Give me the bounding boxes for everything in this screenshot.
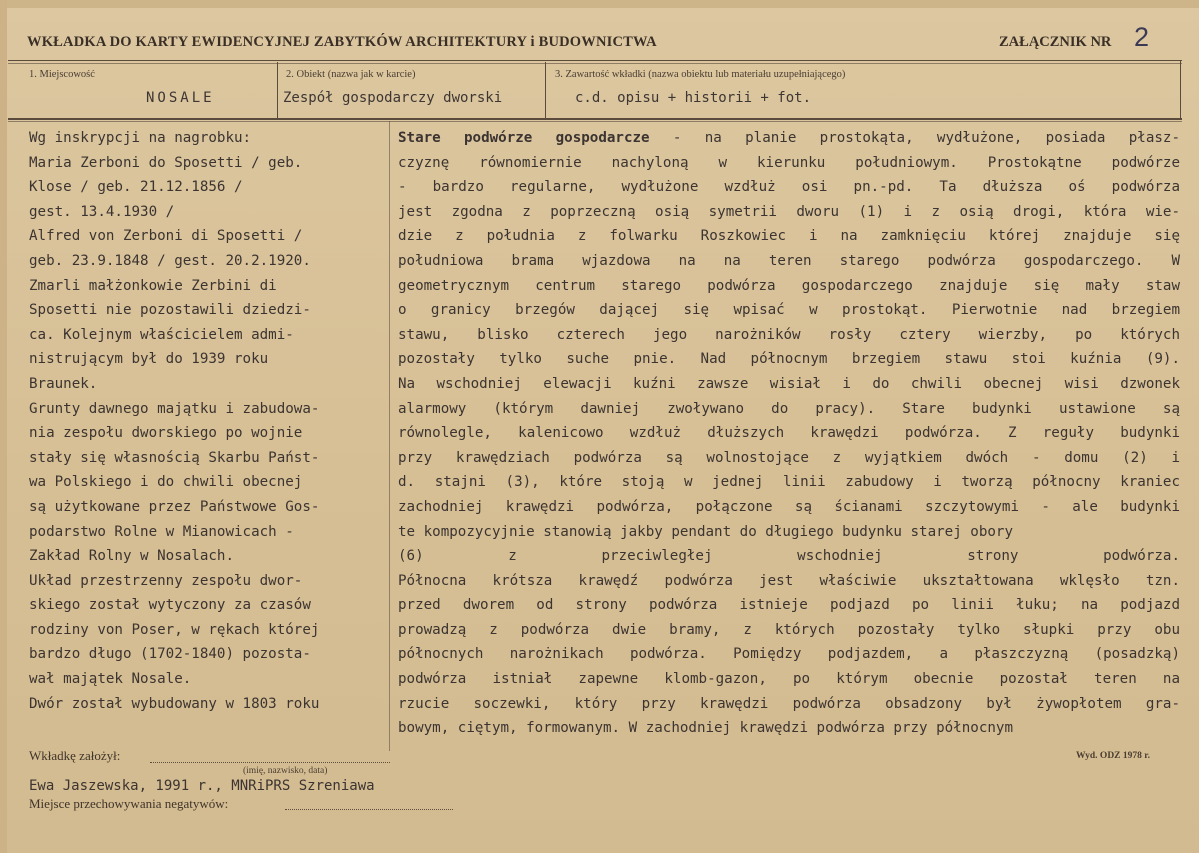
history-column (29, 126, 385, 716)
history-line: Zakład Rolny w Nosalach. (29, 548, 234, 565)
description-line: stawu, blisko czterech jego narożników rosły cztery wierzby, po których (398, 326, 1180, 343)
card-left-edge (0, 0, 7, 853)
description-line: prowadzą z podwórza dwie bramy, z których pozostały tylko słupki przy obu (398, 621, 1180, 638)
description-line: rzucie soczewki, który przy krawędzi podwórza obsadzony był żywopłotem gra- (398, 695, 1180, 712)
history-line: rodziny von Poser, w rękach której (29, 621, 320, 638)
field-divider-1 (277, 62, 278, 119)
history-line: Wg inskrypcji na nagrobku: (29, 130, 252, 146)
history-line: nia zespołu dworskiego po wojnie (29, 425, 303, 442)
description-line: o granicy brzegów dającej się wpisać w prostokąt. Pierwotnie nad brzegiem (398, 302, 1180, 319)
description-line: zachodniej krawędzi podwórza, połączone są ścianami szczytowymi - ale budynki (398, 498, 1180, 515)
history-line: Dwór został wybudowany w 1803 roku (29, 695, 320, 712)
description-line: Na wschodniej elewacji kuźni zawsze wisiał i do chwili obecnej wisi dzwonek (398, 375, 1180, 392)
prepared-by-dotline (150, 762, 390, 763)
history-line: ca. Kolejnym właścicielem admi- (29, 326, 294, 343)
description-column (398, 126, 1180, 741)
history-line: Zmarli małżonkowie Zerbini di (29, 277, 277, 294)
field-divider-right (1180, 60, 1181, 120)
print-code: Wyd. ODZ 1978 r. (1076, 751, 1150, 761)
description-line: alarmowy (którym dawniej zwoływano do pracy). Stare budynki ustawione są (398, 400, 1180, 417)
prepared-by-caption: (imię, nazwisko, data) (243, 766, 328, 776)
history-line: są użytkowane przez Państwowe Gos- (29, 498, 320, 515)
header-rule-thin (8, 63, 1182, 64)
history-line: geb. 23.9.1848 / gest. 20.2.1920. (29, 252, 311, 269)
history-line: Alfred von Zerboni di Sposetti / (29, 228, 303, 245)
description-line: dzie z południa z folwarku Roszkowiec i na zamknięciu której znajduje się (398, 228, 1180, 245)
content-label: 3. Zawartość wkładki (nazwa obiektu lub materiału uzupełniającego) (555, 69, 846, 80)
annex-number: 2 (1134, 22, 1150, 52)
description-line: czyznę równomiernie nachyloną w kierunku południowym. Prostokątne podwórze (398, 154, 1180, 171)
annex-label: ZAŁĄCZNIK NR (999, 34, 1112, 50)
history-line: Sposetti nie pozostawili dziedzi- (29, 302, 311, 319)
fields-rule (8, 118, 1182, 120)
history-line: skiego został wytyczony za czasów (29, 597, 311, 614)
description-line: przy krawędziach podwórza są wolnostojące z wyjątkiem dwóch - domu (2) i (398, 449, 1180, 466)
card-title: WKŁADKA DO KARTY EWIDENCYJNEJ ZABYTKÓW ARCHITEKTURY i BUDOWNICTWA (27, 34, 657, 50)
history-line: stały się własnością Skarbu Państ- (29, 449, 320, 466)
history-line: Układ przestrzenny zespołu dwor- (29, 572, 303, 589)
description-line: - bardzo regularne, wydłużone wzdłuż osi pn.-pd. Ta dłuższa oś podwórza (398, 179, 1180, 196)
description-line: geometrycznym centrum starego podwórza gospodarczego znajduje się mały staw (398, 277, 1180, 294)
author-entry: Ewa Jaszewska, 1991 r., MNRiPRS Szreniawa (29, 778, 375, 794)
content-value: c.d. opisu + historii + fot. (575, 90, 812, 106)
description-line: północnych narożnikach podwórza. Pomiędzy podjazdem, a płaszczyzną (posadzką) (398, 646, 1180, 663)
negatives-dotline (285, 809, 453, 810)
history-line: Maria Zerboni do Sposetti / geb. (29, 154, 303, 171)
object-value: Zespół gospodarczy dworski (283, 90, 503, 106)
description-line: południowa brama wjazdowa na na teren starego podwórza gospodarczego. W (398, 252, 1180, 269)
history-line: wa Polskiego i do chwili obecnej (29, 474, 303, 491)
card-top-edge (0, 0, 1199, 8)
description-line: pozostały tylko suche pnie. Nad północnym brzegiem stawu stoi kuźnia (9). (398, 351, 1180, 368)
heading-continuation: - na planie prostokąta, wydłużone, posiada płasz- (649, 130, 1180, 146)
description-line: (6) z przeciwległej wschodniej strony podwórza. (398, 548, 1180, 565)
description-line: przed dworem od strony podwórza istnieje podjazd po linii łuku; na podjazd (398, 597, 1180, 614)
description-line: podwórza istniał zapewne klomb-gazon, po którym obecnie pozostał teren na (398, 671, 1180, 688)
history-line: podarstwo Rolne w Mianowicach - (29, 523, 294, 540)
locality-label: 1. Miejscowość (29, 69, 95, 80)
description-line: jest zgodna z poprzeczną osią symetrii dworu (1) i z osią drogi, która wie- (398, 203, 1180, 220)
column-divider (389, 121, 390, 751)
history-line: gest. 13.4.1930 / (29, 203, 175, 220)
description-line: Północna krótsza krawędź podwórza jest właściwie ukształtowana wklęsło tzn. (398, 572, 1180, 589)
history-line: bardzo długo (1702-1840) pozosta- (29, 646, 311, 663)
negatives-label: Miejsce przechowywania negatywów: (29, 796, 229, 811)
history-line: Braunek. (29, 375, 98, 392)
history-line: Klose / geb. 21.12.1856 / (29, 179, 243, 196)
history-line: wał majątek Nosale. (29, 671, 192, 688)
description-line: d. stajni (3), które stoją w jednej linii zabudowy i tworzą północny kraniec (398, 474, 1180, 491)
header-rule (8, 60, 1182, 61)
prepared-by-label: Wkładkę założył: (29, 748, 121, 763)
description-line: bowym, ciętym, formowanym. W zachodniej krawędzi podwórza przy północnym (398, 720, 1013, 737)
fields-rule-thin (8, 121, 1182, 122)
description-line (398, 126, 1180, 151)
description-line: te kompozycyjnie stanowią jakby pendant do długiego budynku starej obory (398, 523, 1013, 540)
object-label: 2. Obiekt (nazwa jak w karcie) (286, 69, 416, 80)
description-line: równolegle, kalenicowo wzdłuż dłuższych krawędzi podwórza. Z reguły budynki (398, 425, 1180, 442)
history-line: Grunty dawnego majątku i zabudowa- (29, 400, 320, 417)
locality-value: NOSALE (146, 90, 215, 106)
history-line: nistrującym był do 1939 roku (29, 351, 269, 368)
section-heading: Stare podwórze gospodarcze (398, 130, 650, 146)
field-divider-2 (545, 62, 546, 119)
